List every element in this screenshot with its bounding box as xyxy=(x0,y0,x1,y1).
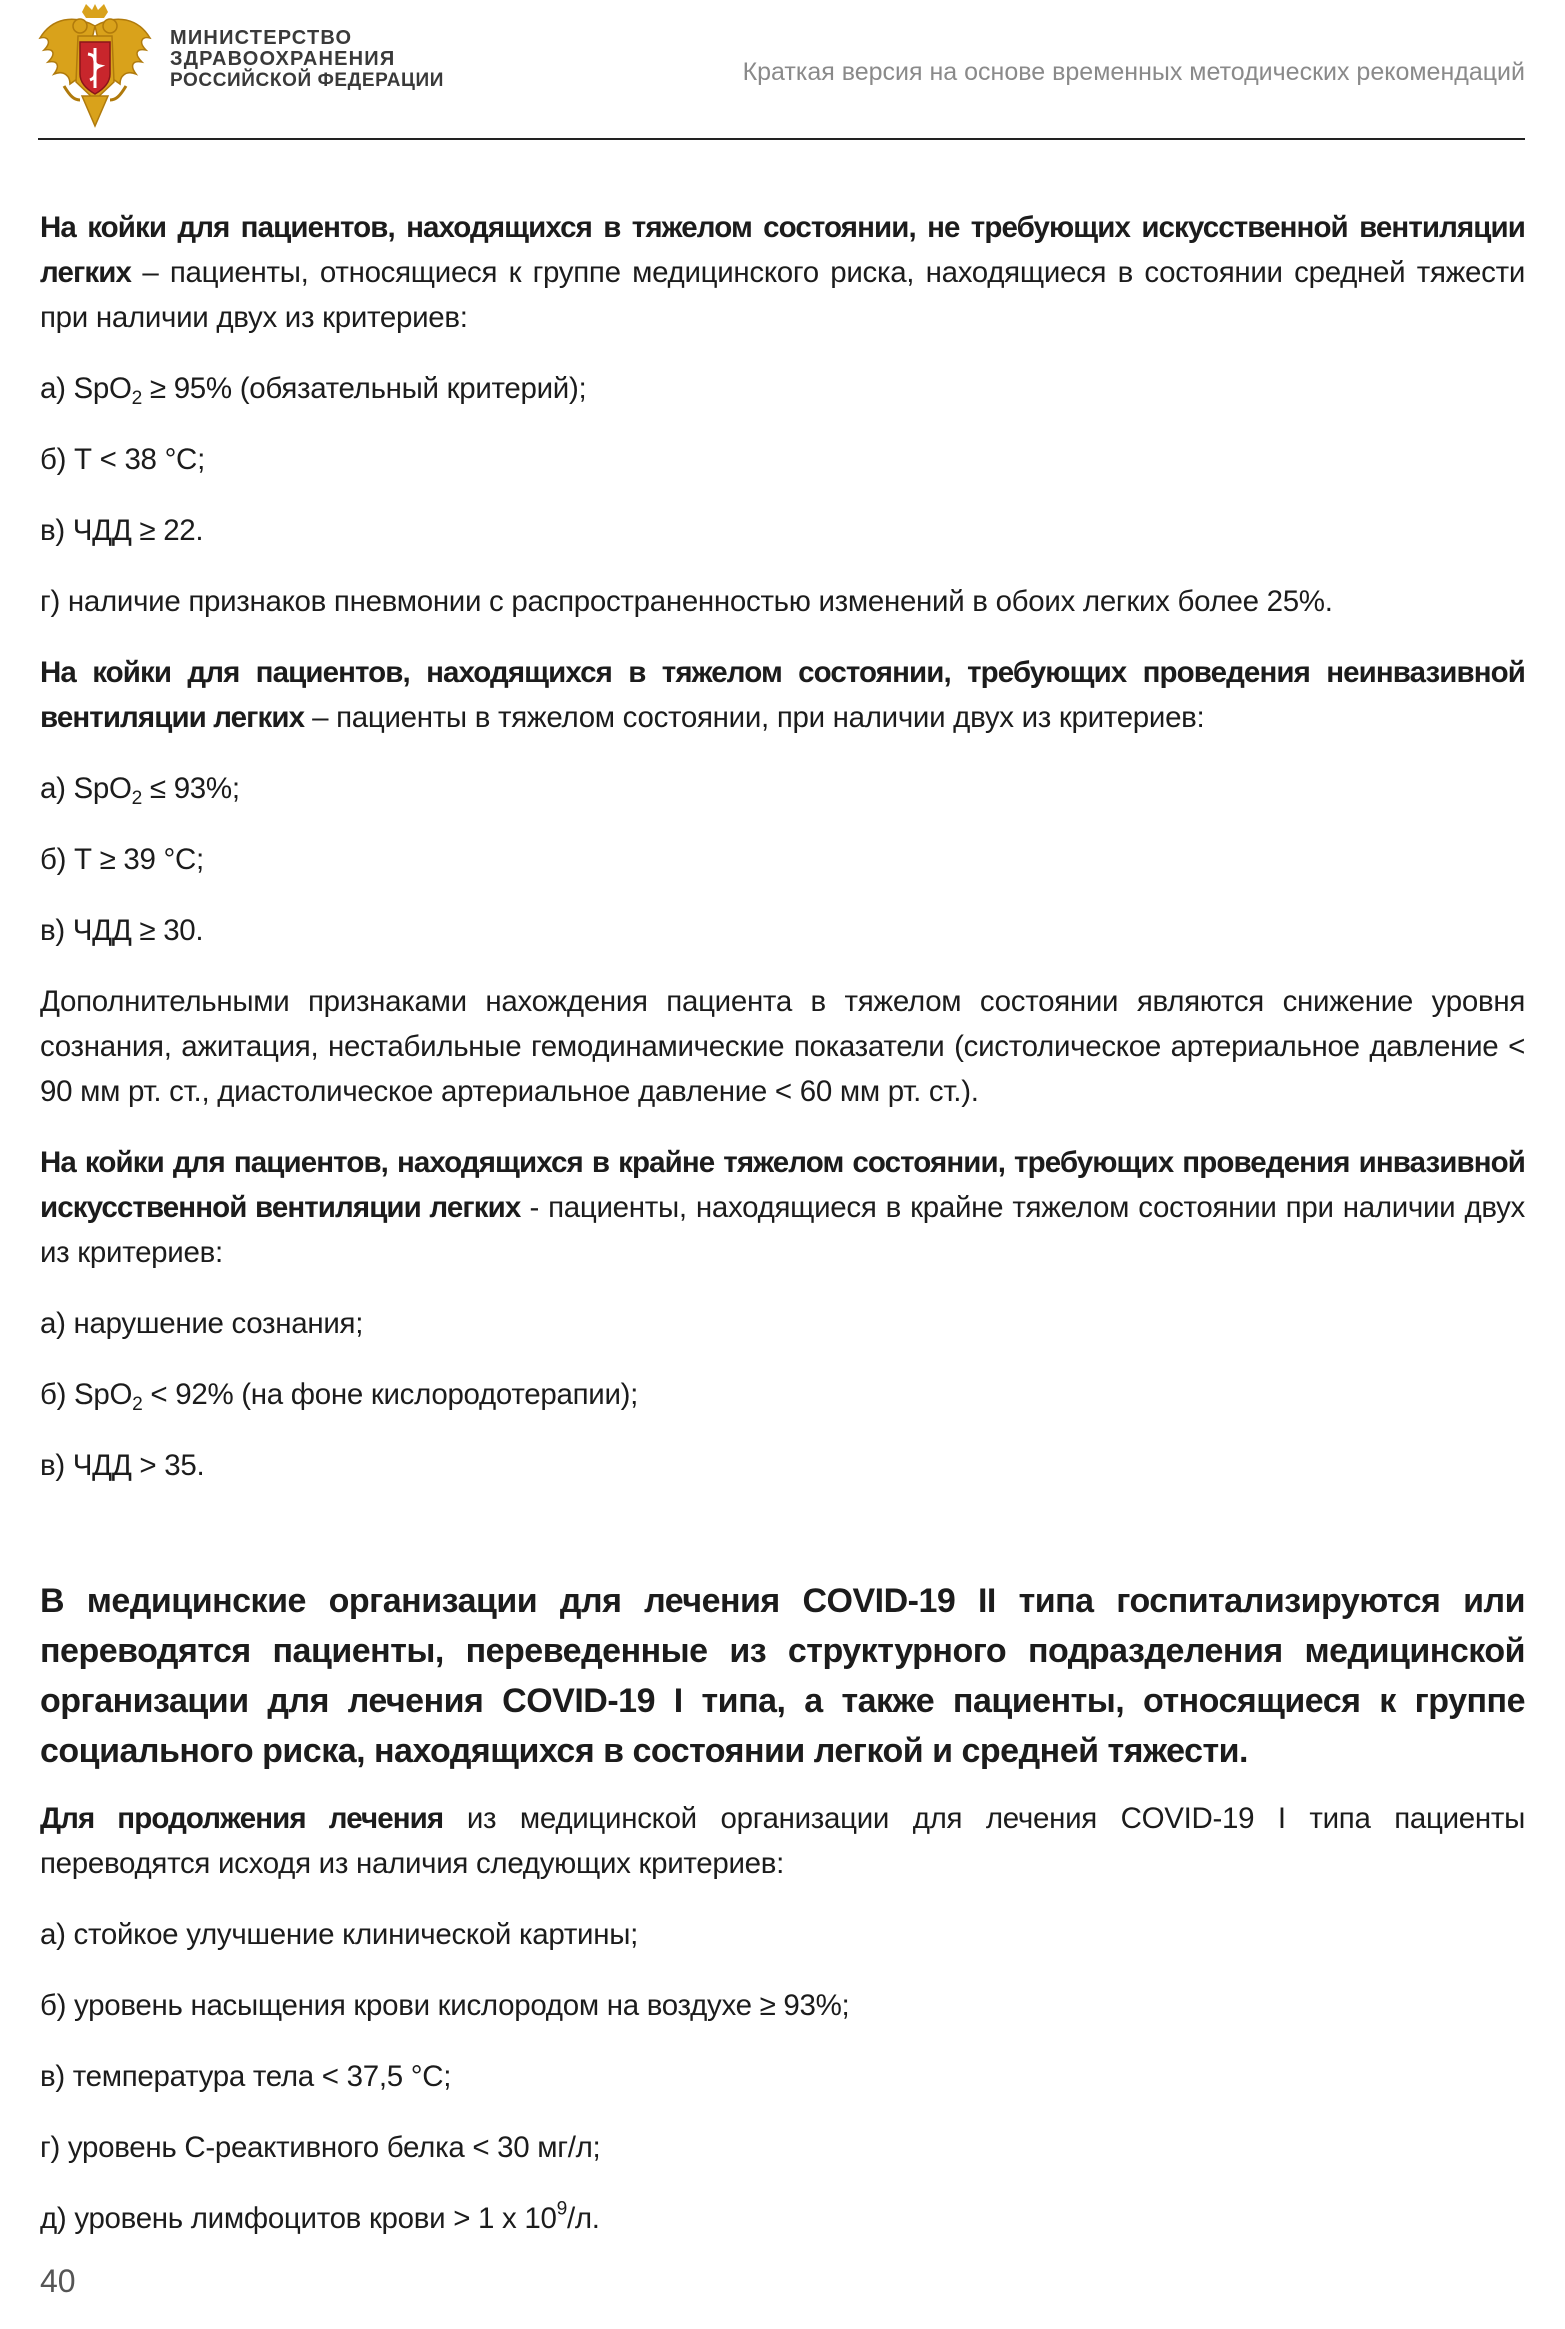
section3-rest: - пациенты, находящиеся в крайне тяжелом состоянии при наличии двух из критериев: xyxy=(40,1191,1526,1269)
section4-rest: из медицинской организации для лечения COVID-19 I типа пациенты переводятся исходя из наличия следующих критериев: xyxy=(40,1802,1525,1880)
section4-item-d-pre: д) уровень лимфоцитов крови > 1 х 10 xyxy=(40,2202,557,2235)
section4-bold: Для продолжения лечения xyxy=(40,1802,444,1835)
ministry-line-1: МИНИСТЕРСТВО xyxy=(170,27,353,49)
section3-intro xyxy=(40,1140,1525,1275)
page-number: 40 xyxy=(40,2263,76,2299)
section3-bold: На койки для пациентов, находящихся в крайне тяжелом состоянии, требующих проведения инвазивной искусственной вентиляции легких xyxy=(40,1146,1525,1224)
section1-intro xyxy=(40,205,1525,340)
ministry-line-3: РОССИЙСКОЙ ФЕДЕРАЦИИ xyxy=(170,70,445,91)
section2-item-a-sub: 2 xyxy=(131,787,143,809)
section1-item-a-sub: 2 xyxy=(131,387,143,409)
section2-item-a-pre: а) SpO xyxy=(40,772,132,805)
section1-item-g: г) наличие признаков пневмонии с распространенностью изменений в обоих легких более 25%. xyxy=(40,585,1333,618)
section2-item-b: б) Т ≥ 39 °С; xyxy=(40,843,204,876)
section3-item-b-sub: 2 xyxy=(132,1393,143,1415)
section2-item-v: в) ЧДД ≥ 30. xyxy=(40,914,204,947)
header-divider xyxy=(38,138,1525,140)
section2-item-a-post: ≤ 93%; xyxy=(142,772,240,805)
section4-item-d xyxy=(40,2196,1525,2241)
document-subtitle: Краткая версия на основе временных методических рекомендаций xyxy=(742,58,1525,86)
section4-item-d-post: /л. xyxy=(566,2202,600,2235)
document-body xyxy=(40,205,1525,2267)
section1-bold: На койки для пациентов, находящихся в тяжелом состоянии, не требующих искусственной вентиляции легких xyxy=(40,211,1525,289)
section3-item-v: в) ЧДД > 35. xyxy=(40,1449,205,1482)
section4-item-d-sup: 9 xyxy=(556,2198,567,2220)
section1-item-a-pre: а) SpO xyxy=(40,372,132,405)
ministry-line-2: ЗДРАВООХРАНЕНИЯ xyxy=(170,48,396,70)
section2-bold: На койки для пациентов, находящихся в тяжелом состоянии, требующих проведения неинвазивной вентиляции легких xyxy=(40,656,1525,734)
section3-item-b-post: < 92% (на фоне кислородотерапии); xyxy=(142,1378,639,1411)
section2-intro xyxy=(40,650,1525,740)
section4-item-b: б) уровень насыщения крови кислородом на воздухе ≥ 93%; xyxy=(40,1989,850,2022)
section2-rest: – пациенты в тяжелом состоянии, при наличии двух из критериев: xyxy=(304,701,1205,734)
section3-item-a: а) нарушение сознания; xyxy=(40,1307,364,1340)
section2-note: Дополнительными признаками нахождения пациента в тяжелом состоянии являются снижение уровня сознания, ажитация, нестабильные гемодинамические показатели (систолическое артериальное давление < 90 мм рт. ст., диастолическое артериальное давление < 60 мм рт. ст.). xyxy=(40,985,1525,1108)
page-header xyxy=(0,0,1565,142)
section4-intro xyxy=(40,1796,1525,1886)
section1-item-a-post: ≥ 95% (обязательный критерий); xyxy=(142,372,587,405)
section3-item-b xyxy=(40,1372,1525,1417)
section4-heading: В медицинские организации для лечения COVID-19 II типа госпитализируются или переводятся пациенты, переведенные из структурного подразделения медицинской организации для лечения COVID-19 I типа, а также пациенты, относящиеся к группе социального риска, находящихся в состоянии легкой и средней тяжести. xyxy=(40,1582,1525,1770)
double-headed-eagle-emblem-icon xyxy=(34,4,156,130)
section4-item-g: г) уровень С-реактивного белка < 30 мг/л; xyxy=(40,2131,601,2164)
section2-item-a xyxy=(40,766,1525,811)
ministry-name xyxy=(170,28,444,91)
section-gap xyxy=(40,1514,1525,1576)
section1-item-b: б) Т < 38 °С; xyxy=(40,443,205,476)
section4-item-v: в) температура тела < 37,5 °С; xyxy=(40,2060,452,2093)
section1-item-v: в) ЧДД ≥ 22. xyxy=(40,514,204,547)
section1-item-a xyxy=(40,366,1525,411)
section4-item-a: а) стойкое улучшение клинической картины; xyxy=(40,1918,639,1951)
section1-rest: – пациенты, относящиеся к группе медицинского риска, находящиеся в состоянии средней тяжести при наличии двух из критериев: xyxy=(40,256,1525,334)
section3-item-b-pre: б) SpO xyxy=(40,1378,133,1411)
